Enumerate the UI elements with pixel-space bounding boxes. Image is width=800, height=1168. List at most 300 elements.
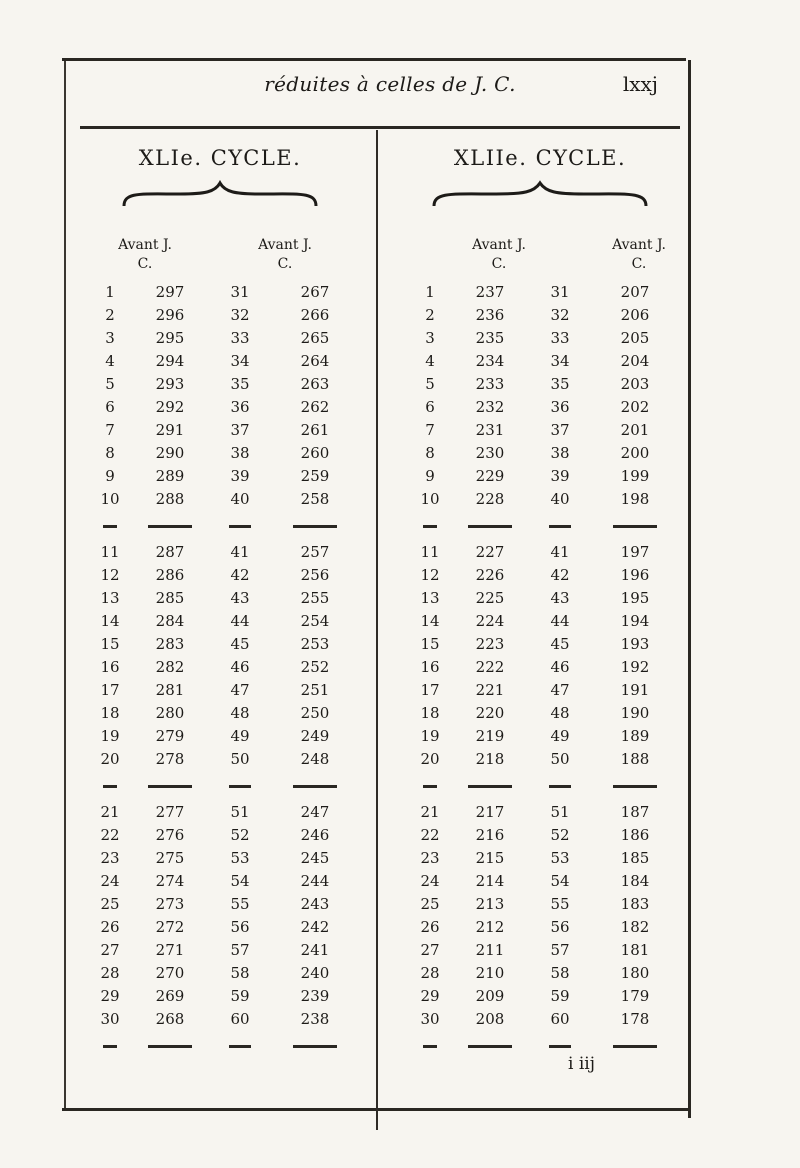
year-before-christ: 289 bbox=[155, 466, 185, 485]
year-in-cycle: 27 bbox=[100, 940, 120, 959]
year-before-christ: 207 bbox=[620, 282, 650, 301]
year-in-cycle: 50 bbox=[550, 749, 570, 768]
year-before-christ: 295 bbox=[155, 328, 185, 347]
year-before-christ: 202 bbox=[620, 397, 650, 416]
year-in-cycle: 21 bbox=[100, 802, 120, 821]
year-in-cycle: 29 bbox=[420, 986, 440, 1005]
group-separator bbox=[90, 510, 360, 540]
year-before-christ: 238 bbox=[300, 1009, 330, 1028]
year-in-cycle: 25 bbox=[420, 894, 440, 913]
table-row bbox=[410, 724, 680, 747]
year-before-christ: 186 bbox=[620, 825, 650, 844]
year-before-christ: 283 bbox=[155, 634, 185, 653]
year-before-christ: 215 bbox=[475, 848, 505, 867]
table-row bbox=[90, 938, 360, 961]
year-in-cycle: 18 bbox=[420, 703, 440, 722]
year-before-christ: 259 bbox=[300, 466, 330, 485]
table-row bbox=[90, 372, 360, 395]
year-before-christ: 291 bbox=[155, 420, 185, 439]
table-row bbox=[410, 586, 680, 609]
separator-dash bbox=[103, 1045, 117, 1048]
table-row bbox=[90, 563, 360, 586]
header-rule bbox=[80, 126, 680, 129]
year-in-cycle: 13 bbox=[100, 588, 120, 607]
year-before-christ: 191 bbox=[620, 680, 650, 699]
year-in-cycle: 53 bbox=[550, 848, 570, 867]
year-before-christ: 212 bbox=[475, 917, 505, 936]
year-in-cycle: 9 bbox=[105, 466, 115, 485]
year-in-cycle: 7 bbox=[105, 420, 115, 439]
separator-dash bbox=[549, 525, 571, 528]
table-row bbox=[90, 655, 360, 678]
separator-dash bbox=[613, 525, 657, 528]
year-in-cycle: 4 bbox=[425, 351, 435, 370]
year-in-cycle: 55 bbox=[230, 894, 250, 913]
year-before-christ: 229 bbox=[475, 466, 505, 485]
year-in-cycle: 33 bbox=[550, 328, 570, 347]
year-before-christ: 232 bbox=[475, 397, 505, 416]
year-before-christ: 249 bbox=[300, 726, 330, 745]
year-in-cycle: 60 bbox=[230, 1009, 250, 1028]
year-before-christ: 271 bbox=[155, 940, 185, 959]
year-before-christ: 241 bbox=[300, 940, 330, 959]
separator-dash bbox=[549, 785, 571, 788]
separator-dash bbox=[148, 785, 192, 788]
year-in-cycle: 39 bbox=[230, 466, 250, 485]
year-before-christ: 210 bbox=[475, 963, 505, 982]
year-in-cycle: 12 bbox=[420, 565, 440, 584]
year-in-cycle: 30 bbox=[420, 1009, 440, 1028]
year-before-christ: 277 bbox=[155, 802, 185, 821]
year-before-christ: 296 bbox=[155, 305, 185, 324]
separator-dash bbox=[468, 1045, 512, 1048]
page-number: lxxj bbox=[622, 72, 658, 96]
year-in-cycle: 39 bbox=[550, 466, 570, 485]
year-in-cycle: 57 bbox=[550, 940, 570, 959]
table-row bbox=[410, 701, 680, 724]
year-in-cycle: 46 bbox=[550, 657, 570, 676]
year-before-christ: 230 bbox=[475, 443, 505, 462]
separator-dash bbox=[613, 785, 657, 788]
year-in-cycle: 41 bbox=[550, 542, 570, 561]
year-in-cycle: 28 bbox=[100, 963, 120, 982]
table-row bbox=[90, 418, 360, 441]
year-before-christ: 266 bbox=[300, 305, 330, 324]
table-row bbox=[90, 846, 360, 869]
year-in-cycle: 5 bbox=[105, 374, 115, 393]
year-in-cycle: 15 bbox=[100, 634, 120, 653]
separator-dash bbox=[148, 1045, 192, 1048]
year-in-cycle: 42 bbox=[550, 565, 570, 584]
table-row bbox=[410, 632, 680, 655]
separator-dash bbox=[423, 785, 437, 788]
year-in-cycle: 58 bbox=[230, 963, 250, 982]
year-in-cycle: 8 bbox=[425, 443, 435, 462]
year-before-christ: 288 bbox=[155, 489, 185, 508]
table-row bbox=[90, 280, 360, 303]
year-in-cycle: 33 bbox=[230, 328, 250, 347]
year-before-christ: 197 bbox=[620, 542, 650, 561]
year-in-cycle: 41 bbox=[230, 542, 250, 561]
year-before-christ: 256 bbox=[300, 565, 330, 584]
table-row bbox=[90, 395, 360, 418]
year-in-cycle: 51 bbox=[230, 802, 250, 821]
year-in-cycle: 40 bbox=[230, 489, 250, 508]
year-before-christ: 228 bbox=[475, 489, 505, 508]
table-row bbox=[90, 540, 360, 563]
year-before-christ: 190 bbox=[620, 703, 650, 722]
table-row bbox=[410, 303, 680, 326]
separator-dash bbox=[103, 525, 117, 528]
year-in-cycle: 36 bbox=[550, 397, 570, 416]
page-header bbox=[80, 72, 670, 104]
year-in-cycle: 57 bbox=[230, 940, 250, 959]
group-separator bbox=[90, 1030, 360, 1060]
table-row bbox=[90, 701, 360, 724]
year-before-christ: 284 bbox=[155, 611, 185, 630]
year-before-christ: 263 bbox=[300, 374, 330, 393]
year-in-cycle: 48 bbox=[230, 703, 250, 722]
group-separator bbox=[90, 770, 360, 800]
table-row bbox=[410, 487, 680, 510]
year-before-christ: 226 bbox=[475, 565, 505, 584]
year-in-cycle: 3 bbox=[425, 328, 435, 347]
table-row bbox=[90, 441, 360, 464]
year-before-christ: 290 bbox=[155, 443, 185, 462]
table-row bbox=[90, 349, 360, 372]
table-row bbox=[90, 961, 360, 984]
year-before-christ: 183 bbox=[620, 894, 650, 913]
year-in-cycle: 58 bbox=[550, 963, 570, 982]
year-before-christ: 199 bbox=[620, 466, 650, 485]
table-row bbox=[410, 1007, 680, 1030]
year-before-christ: 219 bbox=[475, 726, 505, 745]
year-in-cycle: 31 bbox=[550, 282, 570, 301]
year-in-cycle: 52 bbox=[550, 825, 570, 844]
year-before-christ: 192 bbox=[620, 657, 650, 676]
year-before-christ: 242 bbox=[300, 917, 330, 936]
year-before-christ: 292 bbox=[155, 397, 185, 416]
year-in-cycle: 43 bbox=[230, 588, 250, 607]
table-row bbox=[410, 869, 680, 892]
table-row bbox=[410, 609, 680, 632]
table-row bbox=[410, 563, 680, 586]
year-before-christ: 252 bbox=[300, 657, 330, 676]
year-before-christ: 254 bbox=[300, 611, 330, 630]
year-in-cycle: 59 bbox=[230, 986, 250, 1005]
table-row bbox=[90, 724, 360, 747]
year-in-cycle: 9 bbox=[425, 466, 435, 485]
separator-dash bbox=[468, 525, 512, 528]
year-in-cycle: 35 bbox=[230, 374, 250, 393]
year-before-christ: 189 bbox=[620, 726, 650, 745]
separator-dash bbox=[293, 1045, 337, 1048]
year-before-christ: 223 bbox=[475, 634, 505, 653]
year-before-christ: 270 bbox=[155, 963, 185, 982]
year-in-cycle: 6 bbox=[105, 397, 115, 416]
right-table-body bbox=[410, 280, 680, 1060]
year-before-christ: 179 bbox=[620, 986, 650, 1005]
table-row bbox=[410, 961, 680, 984]
year-before-christ: 244 bbox=[300, 871, 330, 890]
year-before-christ: 272 bbox=[155, 917, 185, 936]
year-before-christ: 222 bbox=[475, 657, 505, 676]
year-before-christ: 224 bbox=[475, 611, 505, 630]
year-in-cycle: 40 bbox=[550, 489, 570, 508]
year-in-cycle: 49 bbox=[550, 726, 570, 745]
year-before-christ: 239 bbox=[300, 986, 330, 1005]
year-in-cycle: 43 bbox=[550, 588, 570, 607]
signature-mark: i iij bbox=[568, 1054, 595, 1074]
year-before-christ: 287 bbox=[155, 542, 185, 561]
year-before-christ: 213 bbox=[475, 894, 505, 913]
table-row bbox=[410, 418, 680, 441]
year-before-christ: 293 bbox=[155, 374, 185, 393]
year-before-christ: 285 bbox=[155, 588, 185, 607]
year-before-christ: 181 bbox=[620, 940, 650, 959]
separator-dash bbox=[293, 525, 337, 528]
year-before-christ: 273 bbox=[155, 894, 185, 913]
year-before-christ: 203 bbox=[620, 374, 650, 393]
year-in-cycle: 42 bbox=[230, 565, 250, 584]
year-in-cycle: 53 bbox=[230, 848, 250, 867]
year-in-cycle: 47 bbox=[550, 680, 570, 699]
year-before-christ: 234 bbox=[475, 351, 505, 370]
table-row bbox=[90, 586, 360, 609]
year-before-christ: 297 bbox=[155, 282, 185, 301]
year-before-christ: 206 bbox=[620, 305, 650, 324]
year-in-cycle: 46 bbox=[230, 657, 250, 676]
year-in-cycle: 1 bbox=[105, 282, 115, 301]
year-before-christ: 255 bbox=[300, 588, 330, 607]
table-row bbox=[90, 609, 360, 632]
year-before-christ: 240 bbox=[300, 963, 330, 982]
year-in-cycle: 49 bbox=[230, 726, 250, 745]
year-in-cycle: 35 bbox=[550, 374, 570, 393]
year-before-christ: 265 bbox=[300, 328, 330, 347]
year-before-christ: 245 bbox=[300, 848, 330, 867]
year-before-christ: 211 bbox=[475, 940, 505, 959]
year-in-cycle: 48 bbox=[550, 703, 570, 722]
year-in-cycle: 19 bbox=[420, 726, 440, 745]
year-in-cycle: 56 bbox=[550, 917, 570, 936]
table-row bbox=[410, 892, 680, 915]
year-in-cycle: 25 bbox=[100, 894, 120, 913]
table-row bbox=[410, 747, 680, 770]
year-before-christ: 276 bbox=[155, 825, 185, 844]
separator-dash bbox=[468, 785, 512, 788]
table-row bbox=[410, 800, 680, 823]
year-before-christ: 260 bbox=[300, 443, 330, 462]
right-brace-icon bbox=[430, 180, 650, 210]
table-row bbox=[90, 892, 360, 915]
year-in-cycle: 17 bbox=[100, 680, 120, 699]
year-in-cycle: 26 bbox=[420, 917, 440, 936]
table-row bbox=[90, 800, 360, 823]
year-in-cycle: 5 bbox=[425, 374, 435, 393]
year-in-cycle: 38 bbox=[550, 443, 570, 462]
year-in-cycle: 12 bbox=[100, 565, 120, 584]
year-before-christ: 227 bbox=[475, 542, 505, 561]
right-cycle-title: XLIIe. CYCLE. bbox=[453, 146, 627, 170]
year-before-christ: 180 bbox=[620, 963, 650, 982]
table-row bbox=[410, 464, 680, 487]
year-in-cycle: 16 bbox=[100, 657, 120, 676]
year-in-cycle: 56 bbox=[230, 917, 250, 936]
year-before-christ: 200 bbox=[620, 443, 650, 462]
year-before-christ: 178 bbox=[620, 1009, 650, 1028]
table-row bbox=[410, 846, 680, 869]
year-in-cycle: 2 bbox=[105, 305, 115, 324]
year-before-christ: 194 bbox=[620, 611, 650, 630]
year-in-cycle: 60 bbox=[550, 1009, 570, 1028]
year-in-cycle: 27 bbox=[420, 940, 440, 959]
year-in-cycle: 59 bbox=[550, 986, 570, 1005]
year-before-christ: 261 bbox=[300, 420, 330, 439]
year-in-cycle: 50 bbox=[230, 749, 250, 768]
year-before-christ: 195 bbox=[620, 588, 650, 607]
year-before-christ: 196 bbox=[620, 565, 650, 584]
year-in-cycle: 14 bbox=[100, 611, 120, 630]
year-in-cycle: 18 bbox=[100, 703, 120, 722]
separator-dash bbox=[613, 1045, 657, 1048]
year-before-christ: 246 bbox=[300, 825, 330, 844]
year-before-christ: 278 bbox=[155, 749, 185, 768]
group-separator bbox=[410, 770, 680, 800]
year-before-christ: 193 bbox=[620, 634, 650, 653]
year-before-christ: 231 bbox=[475, 420, 505, 439]
year-before-christ: 268 bbox=[155, 1009, 185, 1028]
year-in-cycle: 6 bbox=[425, 397, 435, 416]
separator-dash bbox=[229, 785, 251, 788]
left-cycle-table bbox=[90, 280, 360, 1060]
year-before-christ: 188 bbox=[620, 749, 650, 768]
year-before-christ: 216 bbox=[475, 825, 505, 844]
year-in-cycle: 10 bbox=[420, 489, 440, 508]
table-row bbox=[90, 984, 360, 1007]
year-before-christ: 250 bbox=[300, 703, 330, 722]
year-in-cycle: 24 bbox=[420, 871, 440, 890]
group-separator bbox=[410, 1030, 680, 1060]
year-in-cycle: 54 bbox=[230, 871, 250, 890]
year-in-cycle: 15 bbox=[420, 634, 440, 653]
year-before-christ: 198 bbox=[620, 489, 650, 508]
year-in-cycle: 10 bbox=[100, 489, 120, 508]
table-row bbox=[410, 984, 680, 1007]
year-in-cycle: 32 bbox=[230, 305, 250, 324]
year-before-christ: 214 bbox=[475, 871, 505, 890]
year-before-christ: 205 bbox=[620, 328, 650, 347]
year-before-christ: 218 bbox=[475, 749, 505, 768]
year-before-christ: 182 bbox=[620, 917, 650, 936]
year-before-christ: 257 bbox=[300, 542, 330, 561]
year-before-christ: 279 bbox=[155, 726, 185, 745]
left-cycle-title: XLIe. CYCLE. bbox=[138, 146, 302, 170]
separator-dash bbox=[103, 785, 117, 788]
separator-dash bbox=[423, 1045, 437, 1048]
year-before-christ: 243 bbox=[300, 894, 330, 913]
left-brace-icon bbox=[120, 180, 320, 210]
year-in-cycle: 14 bbox=[420, 611, 440, 630]
group-separator bbox=[410, 510, 680, 540]
year-before-christ: 280 bbox=[155, 703, 185, 722]
year-in-cycle: 34 bbox=[550, 351, 570, 370]
table-row bbox=[410, 326, 680, 349]
year-before-christ: 187 bbox=[620, 802, 650, 821]
year-before-christ: 236 bbox=[475, 305, 505, 324]
year-in-cycle: 22 bbox=[100, 825, 120, 844]
table-row bbox=[90, 464, 360, 487]
year-before-christ: 220 bbox=[475, 703, 505, 722]
table-row bbox=[410, 823, 680, 846]
year-in-cycle: 13 bbox=[420, 588, 440, 607]
table-row bbox=[90, 823, 360, 846]
left-table-body bbox=[90, 280, 360, 1060]
column-divider bbox=[376, 130, 378, 1130]
right-col-head-1: Avant J. C. bbox=[472, 237, 526, 272]
year-before-christ: 253 bbox=[300, 634, 330, 653]
year-in-cycle: 11 bbox=[420, 542, 440, 561]
year-in-cycle: 52 bbox=[230, 825, 250, 844]
year-in-cycle: 20 bbox=[420, 749, 440, 768]
separator-dash bbox=[423, 525, 437, 528]
year-in-cycle: 47 bbox=[230, 680, 250, 699]
year-in-cycle: 23 bbox=[420, 848, 440, 867]
table-row bbox=[410, 655, 680, 678]
year-before-christ: 274 bbox=[155, 871, 185, 890]
year-before-christ: 225 bbox=[475, 588, 505, 607]
year-in-cycle: 44 bbox=[230, 611, 250, 630]
year-in-cycle: 24 bbox=[100, 871, 120, 890]
year-in-cycle: 51 bbox=[550, 802, 570, 821]
table-row bbox=[410, 441, 680, 464]
year-in-cycle: 19 bbox=[100, 726, 120, 745]
year-in-cycle: 29 bbox=[100, 986, 120, 1005]
table-row bbox=[90, 303, 360, 326]
year-before-christ: 282 bbox=[155, 657, 185, 676]
year-before-christ: 258 bbox=[300, 489, 330, 508]
year-before-christ: 185 bbox=[620, 848, 650, 867]
page-border-right bbox=[688, 60, 691, 1118]
year-before-christ: 204 bbox=[620, 351, 650, 370]
table-row bbox=[410, 280, 680, 303]
separator-dash bbox=[293, 785, 337, 788]
year-in-cycle: 7 bbox=[425, 420, 435, 439]
year-in-cycle: 32 bbox=[550, 305, 570, 324]
table-row bbox=[90, 632, 360, 655]
year-in-cycle: 3 bbox=[105, 328, 115, 347]
separator-dash bbox=[229, 1045, 251, 1048]
year-before-christ: 237 bbox=[475, 282, 505, 301]
year-in-cycle: 4 bbox=[105, 351, 115, 370]
year-before-christ: 264 bbox=[300, 351, 330, 370]
year-before-christ: 267 bbox=[300, 282, 330, 301]
year-before-christ: 286 bbox=[155, 565, 185, 584]
year-before-christ: 281 bbox=[155, 680, 185, 699]
year-before-christ: 217 bbox=[475, 802, 505, 821]
year-in-cycle: 28 bbox=[420, 963, 440, 982]
table-row bbox=[90, 1007, 360, 1030]
table-row bbox=[410, 678, 680, 701]
year-in-cycle: 1 bbox=[425, 282, 435, 301]
year-in-cycle: 16 bbox=[420, 657, 440, 676]
year-in-cycle: 26 bbox=[100, 917, 120, 936]
table-row bbox=[410, 938, 680, 961]
year-in-cycle: 37 bbox=[550, 420, 570, 439]
year-before-christ: 233 bbox=[475, 374, 505, 393]
year-before-christ: 251 bbox=[300, 680, 330, 699]
right-col-head-2: Avant J. C. bbox=[612, 237, 666, 272]
